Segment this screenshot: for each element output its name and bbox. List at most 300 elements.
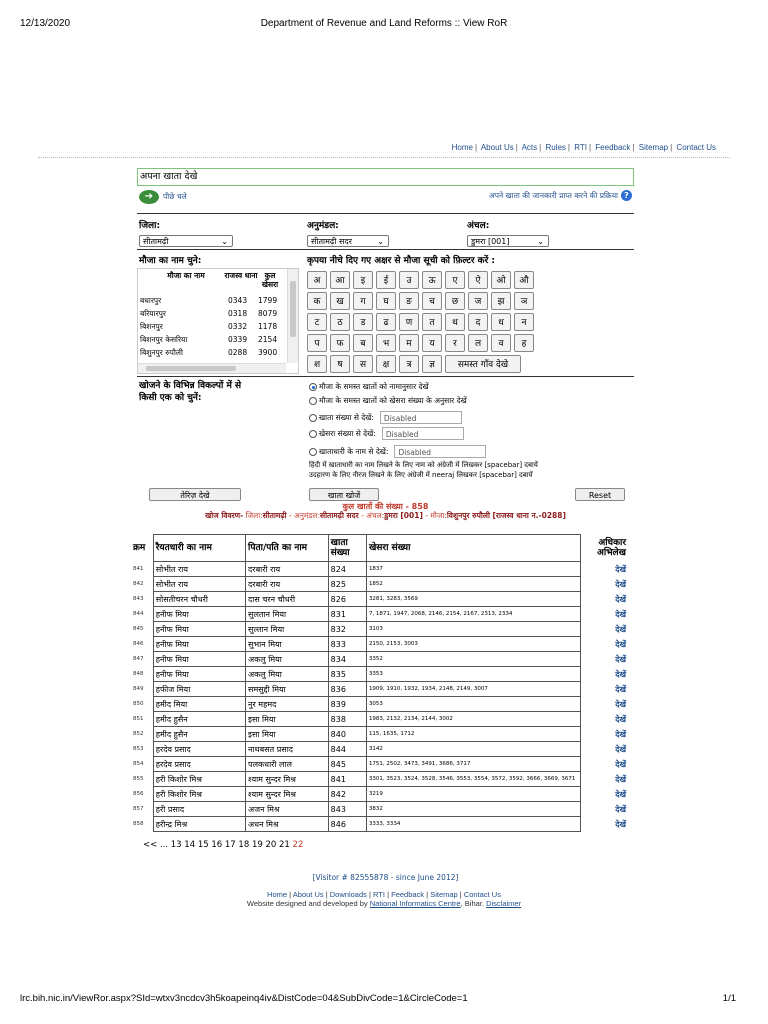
nav-contact[interactable]: Contact Us — [676, 143, 716, 152]
letter-button[interactable]: र — [445, 334, 465, 352]
cell-khesra: 3103 — [366, 622, 580, 637]
letter-button[interactable]: य — [422, 334, 442, 352]
back-arrow-icon: ➔ — [139, 190, 159, 204]
view-record-link[interactable]: देखें — [615, 819, 626, 829]
cell-khata: 838 — [328, 712, 366, 727]
print-url: lrc.bih.nic.in/ViewRor.aspx?SId=wtxv3ncdcv3h5koapeinq4iv&DistCode=04&SubDivCode=1&CircleCode=1 — [20, 993, 468, 1004]
cell-father: श्याम सुन्दर मिश्र — [246, 787, 329, 802]
option-by-khesra-order[interactable] — [309, 396, 467, 406]
help-link[interactable] — [489, 190, 632, 201]
hindi-note-1: हिंदी में खाताधारी का नाम लिखने के लिए नाम को अंग्रेजी में लिखकर [spacebar] दबायें — [309, 461, 538, 469]
cell-khesra: 3333, 3334 — [366, 817, 580, 832]
view-record-link[interactable]: देखें — [615, 804, 626, 814]
mauza-key: - मौजा: — [425, 511, 447, 520]
results-table — [131, 534, 628, 832]
cell-khesra: 1751, 2502, 3473, 3491, 3686, 3717 — [366, 757, 580, 772]
cell-khata: 846 — [328, 817, 366, 832]
cell-sno: 847 — [133, 656, 144, 662]
khesra-input[interactable]: Disabled — [382, 427, 464, 440]
letter-button[interactable]: ङ — [399, 292, 419, 310]
village-name: बिशनपुर — [140, 322, 163, 331]
letter-button[interactable]: ण — [399, 313, 419, 331]
owner-name-input[interactable]: Disabled — [394, 445, 486, 458]
view-record-link[interactable]: देखें — [615, 714, 626, 724]
cell-khesra: 2150, 2153, 3003 — [366, 637, 580, 652]
subdivision-label: अनुमंडल: — [307, 221, 339, 231]
letter-button[interactable]: व — [491, 334, 511, 352]
letter-button[interactable]: ध — [491, 313, 511, 331]
letter-button[interactable]: उ — [399, 271, 419, 289]
view-record-link[interactable]: देखें — [615, 624, 626, 634]
page-link[interactable]: 20 — [265, 840, 277, 850]
page-prev[interactable]: << ... — [143, 840, 169, 850]
footer-contact[interactable]: Contact Us — [463, 890, 501, 899]
cell-khata: 831 — [328, 607, 366, 622]
village-thana: 0332 — [228, 322, 248, 331]
cell-father: अकलु मिया — [246, 652, 329, 667]
cell-sno: 843 — [133, 596, 144, 602]
cell-father: दरबारी राय — [246, 577, 329, 592]
cell-sno: 851 — [133, 716, 144, 722]
letter-button[interactable]: त्र — [399, 355, 419, 373]
letter-filter-label: कृपया नीचे दिए गए अक्षर से मौजा सूची को फ़िल्टर करें : — [307, 256, 496, 266]
page-current: 22 — [292, 840, 304, 850]
col-owner: रैयतधारी का नाम — [153, 535, 245, 562]
table-row — [131, 712, 628, 727]
village-item[interactable] — [140, 309, 288, 322]
cell-khesra: 1983, 2132, 2134, 2144, 3002 — [366, 712, 580, 727]
cell-sno: 850 — [133, 701, 144, 707]
view-record-link[interactable]: देखें — [615, 789, 626, 799]
footer-sitemap[interactable]: Sitemap — [430, 890, 458, 899]
letter-button[interactable]: ड — [353, 313, 373, 331]
cell-khesra: 3832 — [366, 802, 580, 817]
cell-sno: 841 — [133, 566, 144, 572]
view-record-link[interactable]: देखें — [615, 774, 626, 784]
option-by-owner[interactable] — [309, 445, 486, 458]
cell-khesra: 3142 — [366, 742, 580, 757]
view-record-link[interactable]: देखें — [615, 729, 626, 739]
cell-owner: हरी किशोर मिश्र — [153, 772, 245, 787]
cell-khesra: 3281, 3283, 3569 — [366, 592, 580, 607]
letter-button[interactable]: श — [307, 355, 327, 373]
table-row — [131, 772, 628, 787]
letter-button[interactable]: थ — [445, 313, 465, 331]
search-button[interactable]: खाता खोजें — [309, 488, 379, 501]
cell-khata: 832 — [328, 622, 366, 637]
cell-khata: 841 — [328, 772, 366, 787]
table-row — [131, 682, 628, 697]
cell-sno: 842 — [133, 581, 144, 587]
view-record-link[interactable]: देखें — [615, 579, 626, 589]
view-record-link[interactable]: देखें — [615, 609, 626, 619]
village-khesra: 1178 — [258, 322, 278, 331]
view-record-link[interactable]: देखें — [615, 759, 626, 769]
cell-father: नुर महमद — [246, 697, 329, 712]
designed-by: Website designed and developed by — [246, 899, 368, 908]
letter-button[interactable]: ग — [353, 292, 373, 310]
table-row — [131, 667, 628, 682]
cell-khesra: 1837 — [366, 562, 580, 577]
radio-selected[interactable] — [309, 383, 317, 391]
village-khesra: 3900 — [258, 348, 278, 357]
letter-button[interactable]: घ — [376, 292, 396, 310]
mauza-val: विशुनपुर रुपौली [राजस्व धाना न.-0288] — [446, 511, 566, 520]
letter-button[interactable]: ऐ — [468, 271, 488, 289]
search-options-label — [139, 380, 241, 404]
letter-button[interactable]: छ — [445, 292, 465, 310]
subdivision-select[interactable] — [307, 235, 389, 247]
cell-sno: 849 — [133, 686, 144, 692]
village-col-khesra: कुल खेसरा — [261, 271, 279, 289]
cell-khesra: 3353 — [366, 667, 580, 682]
view-record-link[interactable]: देखें — [615, 744, 626, 754]
letter-button[interactable]: स — [353, 355, 373, 373]
cell-sno: 855 — [133, 776, 144, 782]
register-button[interactable]: तेरिज़ देखे — [149, 488, 241, 501]
table-row — [131, 757, 628, 772]
chevron-down-icon: ⌄ — [377, 237, 384, 246]
cell-khesra: 3352 — [366, 652, 580, 667]
cell-father: अकलु मिया — [246, 667, 329, 682]
page-link[interactable]: 21 — [279, 840, 290, 850]
village-item[interactable] — [140, 322, 288, 335]
cell-father: इसा मिया — [246, 727, 329, 742]
letter-button[interactable]: क्ष — [376, 355, 396, 373]
letter-button[interactable]: न — [514, 313, 534, 331]
cell-khesra: 3301, 3523, 3524, 3528, 3546, 3553, 3554, 3572, 3592, 3666, 3669, 3671 — [366, 772, 580, 787]
letter-button[interactable]: झ — [491, 292, 511, 310]
col-record: अधिकार अभिलेख — [597, 538, 626, 558]
village-name: बिशनपुर केसरिया — [140, 335, 188, 344]
cell-sno: 856 — [133, 791, 144, 797]
nav-about[interactable]: About Us — [480, 143, 514, 152]
letter-button[interactable]: ह — [514, 334, 534, 352]
village-khesra: 8079 — [258, 309, 278, 318]
table-row — [131, 802, 628, 817]
table-row — [131, 742, 628, 757]
view-record-link[interactable]: देखें — [615, 564, 626, 574]
village-name: बिशुनपुर रुपौली — [140, 348, 183, 357]
cell-khata: 839 — [328, 697, 366, 712]
cell-father: अधन मिश्र — [246, 817, 329, 832]
table-row — [131, 637, 628, 652]
cell-khata: 840 — [328, 727, 366, 742]
subdivision-value: सीतामढ़ी सदर — [311, 237, 352, 246]
village-name: बरियारपुर — [140, 309, 166, 318]
letter-button[interactable]: अ — [307, 271, 327, 289]
search-options-line2: किसी एक को चुनें: — [139, 393, 202, 403]
page-link[interactable]: 18 — [238, 840, 250, 850]
table-row — [131, 622, 628, 637]
page-link[interactable]: 14 — [184, 840, 196, 850]
subdiv-key: - अनुमंडल: — [288, 511, 321, 520]
cell-owner: सोभीत राय — [153, 577, 245, 592]
panel-title: अपना खाता देखे — [137, 168, 634, 186]
village-label: मौजा का नाम चुने: — [139, 256, 202, 266]
nav-rules[interactable]: Rules — [545, 143, 566, 152]
footer-feedback[interactable]: Feedback — [391, 890, 425, 899]
view-record-link[interactable]: देखें — [615, 699, 626, 709]
village-thana: 0339 — [228, 335, 248, 344]
table-row — [131, 652, 628, 667]
cell-owner: हमीद हुसैन — [153, 712, 245, 727]
nav-rti[interactable]: RTI — [574, 143, 587, 152]
footer-downloads[interactable]: Downloads — [329, 890, 367, 899]
scroll-thumb[interactable] — [290, 281, 296, 337]
cell-father: दास चरन चौधरी — [246, 592, 329, 607]
option-label: खाताधारी के नाम से देखें: — [319, 446, 389, 456]
letter-button[interactable]: ई — [376, 271, 396, 289]
letter-button[interactable]: औ — [514, 271, 534, 289]
cell-khata: 824 — [328, 562, 366, 577]
cell-owner: हमीद मिया — [153, 697, 245, 712]
cell-khata: 844 — [328, 742, 366, 757]
col-khesra: खेसरा संख्या — [366, 535, 580, 562]
village-thana: 0318 — [228, 309, 248, 318]
nav-feedback[interactable]: Feedback — [595, 143, 631, 152]
letter-button[interactable]: ञ — [514, 292, 534, 310]
village-col-thana: राजस्व धाना — [224, 271, 258, 280]
village-col-name: मौजा का नाम — [167, 271, 205, 280]
cell-owner: हरी किशोर मिश्र — [153, 787, 245, 802]
circle-val: डुमरा [001] — [384, 511, 423, 520]
option-by-khata[interactable] — [309, 411, 462, 424]
letter-button[interactable]: इ — [353, 271, 373, 289]
nav-sitemap[interactable]: Sitemap — [638, 143, 669, 152]
circle-label: अंचल: — [467, 221, 490, 231]
divider — [137, 213, 634, 214]
cell-khata: 834 — [328, 652, 366, 667]
print-page-number: 1/1 — [722, 993, 736, 1004]
cell-owner: हरीन्द्र मिश्र — [153, 817, 245, 832]
cell-khata: 845 — [328, 757, 366, 772]
view-record-link[interactable]: देखें — [615, 639, 626, 649]
letter-button[interactable]: ल — [468, 334, 488, 352]
letter-button[interactable]: च — [422, 292, 442, 310]
cell-owner: हमीद हुसैन — [153, 727, 245, 742]
cell-owner: सोभीत राय — [153, 562, 245, 577]
page-link[interactable]: 17 — [224, 840, 236, 850]
cell-sno: 845 — [133, 626, 144, 632]
top-nav: Home | About Us | Acts | Rules | RTI | Feedback | Sitemap | Contact Us — [451, 143, 716, 152]
cell-khesra: 115, 1635, 1712 — [366, 727, 580, 742]
search-summary — [137, 511, 634, 521]
chevron-down-icon: ⌄ — [221, 237, 228, 246]
letter-button[interactable]: आ — [330, 271, 350, 289]
letter-button[interactable]: ठ — [330, 313, 350, 331]
radio[interactable] — [309, 414, 317, 422]
cell-father: सुभान मिया — [246, 637, 329, 652]
circle-value: डुमरा [001] — [471, 237, 510, 246]
circle-select[interactable] — [467, 235, 549, 247]
village-khesra: 1799 — [258, 296, 278, 305]
help-icon: ? — [621, 190, 632, 201]
page-link[interactable]: 13 — [170, 840, 182, 850]
view-record-link[interactable]: देखें — [615, 594, 626, 604]
table-row — [131, 727, 628, 742]
letter-button[interactable]: त — [422, 313, 442, 331]
footer-rti[interactable]: RTI — [373, 890, 385, 899]
cell-khesra: 3219 — [366, 787, 580, 802]
cell-father: नाथबसत प्रसाद — [246, 742, 329, 757]
letter-button[interactable]: ष — [330, 355, 350, 373]
option-by-name[interactable] — [309, 382, 429, 392]
letter-button[interactable]: ढ — [376, 313, 396, 331]
hindi-note-2: उदहारण के लिए नीरज लिखने के लिए अंग्रेजी में neeraj लिखकर [spacebar] दबायें — [309, 471, 533, 479]
option-label: मौजा के समस्त खातों को खेसरा संख्या के अनुसार देखें — [319, 396, 467, 405]
village-khesra: 2154 — [258, 335, 278, 344]
cell-owner: हनीफ मिया — [153, 607, 245, 622]
khata-input[interactable]: Disabled — [380, 411, 462, 424]
table-row — [131, 592, 628, 607]
radio[interactable] — [309, 397, 317, 405]
cell-owner: हरदेव प्रसाद — [153, 742, 245, 757]
cell-owner: हनीफ मिया — [153, 667, 245, 682]
option-by-khesra[interactable] — [309, 427, 464, 440]
cell-sno: 846 — [133, 641, 144, 647]
cell-khata: 825 — [328, 577, 366, 592]
cell-father: सुलतान मिया — [246, 607, 329, 622]
subdiv-val: सीतामढ़ी सदर — [320, 511, 359, 520]
table-row — [131, 787, 628, 802]
footer-location: , Bihar. — [460, 899, 484, 908]
village-thana: 0343 — [228, 296, 248, 305]
cell-sno: 858 — [133, 821, 144, 827]
cell-father: दरबारी राय — [246, 562, 329, 577]
page-link[interactable]: 15 — [197, 840, 209, 850]
letter-button[interactable]: फ — [330, 334, 350, 352]
table-row — [131, 562, 628, 577]
help-label: अपने खाता की जानकारी प्राप्त करने की प्रक्रिया — [489, 190, 618, 200]
table-row — [131, 607, 628, 622]
letter-button[interactable]: क — [307, 292, 327, 310]
letter-button[interactable]: द — [468, 313, 488, 331]
back-link[interactable] — [139, 190, 187, 204]
cell-owner: हनीफ मिया — [153, 637, 245, 652]
circle-key: - अंचल: — [361, 511, 385, 520]
cell-khesra: 1852 — [366, 577, 580, 592]
village-item[interactable] — [140, 335, 288, 348]
page-link[interactable]: 16 — [211, 840, 223, 850]
letter-button[interactable]: ऊ — [422, 271, 442, 289]
pagination — [143, 840, 303, 850]
letter-button[interactable]: ए — [445, 271, 465, 289]
letter-button[interactable]: ओ — [491, 271, 511, 289]
page-link[interactable]: 19 — [251, 840, 263, 850]
village-thana: 0288 — [228, 348, 248, 357]
district-select[interactable] — [139, 235, 233, 247]
cell-owner: सोसतीचरन चौधरी — [153, 592, 245, 607]
back-label: पीछे चले — [163, 192, 187, 201]
all-villages-button[interactable]: समस्त गाँव देखे — [445, 355, 521, 373]
cell-father: अजन मिश्र — [246, 802, 329, 817]
cell-khata: 842 — [328, 787, 366, 802]
cell-khesra: 1909, 1910, 1932, 1934, 2148, 2149, 3007 — [366, 682, 580, 697]
cell-owner: हरदेव प्रसाद — [153, 757, 245, 772]
cell-sno: 844 — [133, 611, 144, 617]
letter-button[interactable]: प — [307, 334, 327, 352]
letter-button[interactable]: ज्ञ — [422, 355, 442, 373]
letter-button[interactable]: ज — [468, 292, 488, 310]
scroll-thumb[interactable] — [146, 366, 236, 371]
cell-father: सुल्तान मिया — [246, 622, 329, 637]
cell-father: इसा मिया — [246, 712, 329, 727]
village-list[interactable] — [137, 268, 299, 374]
district-val: सीतामढ़ी — [262, 511, 287, 520]
col-sno: क्रम — [133, 543, 146, 553]
option-label: खाता संख्या से देखें: — [319, 412, 374, 422]
option-label: मौजा के समस्त खातों को नामानुसार देखें — [319, 382, 429, 391]
cell-khesra: 7, 1871, 1947, 2068, 2146, 2154, 2167, 2313, 2334 — [366, 607, 580, 622]
visitor-counter: [Visitor # 82555878 - since June 2012] — [312, 873, 459, 882]
footer-about[interactable]: About Us — [292, 890, 324, 899]
district-value: सीतामढ़ी — [143, 237, 169, 246]
radio[interactable] — [309, 448, 317, 456]
view-record-link[interactable]: देखें — [615, 684, 626, 694]
nav-acts[interactable]: Acts — [521, 143, 538, 152]
vertical-scrollbar[interactable] — [287, 269, 298, 363]
district-label: जिला: — [139, 221, 161, 231]
cell-father: श्याम सुन्दर मिश्र — [246, 772, 329, 787]
table-row — [131, 577, 628, 592]
cell-father: समसुद्दी मिया — [246, 682, 329, 697]
cell-khata: 826 — [328, 592, 366, 607]
divider — [38, 157, 730, 158]
total-count: कुल खातों की संख्या - 858 — [342, 502, 429, 511]
footer-home[interactable]: Home — [267, 890, 288, 899]
letter-button[interactable]: म — [399, 334, 419, 352]
chevron-down-icon: ⌄ — [537, 237, 544, 246]
cell-khata: 836 — [328, 682, 366, 697]
site-footer: Home | About Us | Downloads | RTI | Feedback | Sitemap | Contact Us Website designed and developed by National Informatics Centre, Bihar. Disclaimer — [246, 890, 522, 908]
cell-khata: 835 — [328, 667, 366, 682]
cell-owner: हरी प्रसाद — [153, 802, 245, 817]
nav-home[interactable]: Home — [451, 143, 473, 152]
village-name: बधारपुर — [140, 296, 162, 305]
letter-button[interactable]: भ — [376, 334, 396, 352]
view-record-link[interactable]: देखें — [615, 669, 626, 679]
print-date: 12/13/2020 — [20, 18, 71, 29]
option-label: खेसरा संख्या से देखें: — [319, 428, 376, 438]
disclaimer-link[interactable]: Disclaimer — [486, 899, 522, 908]
cell-khesra: 3053 — [366, 697, 580, 712]
view-record-link[interactable]: देखें — [615, 654, 626, 664]
nic-link[interactable]: National Informatics Centre — [369, 899, 461, 908]
reset-button[interactable]: Reset — [575, 488, 625, 501]
col-khata: खाता संख्या — [328, 535, 366, 562]
col-father: पिता/पति का नाम — [246, 535, 329, 562]
letter-button[interactable]: ख — [330, 292, 350, 310]
table-row — [131, 697, 628, 712]
horizontal-scrollbar[interactable] — [138, 363, 286, 373]
cell-owner: हनीफ मिया — [153, 652, 245, 667]
village-item[interactable] — [140, 348, 288, 361]
cell-khata: 843 — [328, 802, 366, 817]
cell-owner: हफीज मिया — [153, 682, 245, 697]
cell-sno: 848 — [133, 671, 144, 677]
cell-khata: 833 — [328, 637, 366, 652]
radio[interactable] — [309, 430, 317, 438]
letter-button[interactable]: ब — [353, 334, 373, 352]
cell-sno: 857 — [133, 806, 144, 812]
print-title: Department of Revenue and Land Reforms :: View RoR — [260, 18, 508, 29]
district-key: जिला: — [245, 511, 263, 520]
village-item[interactable] — [140, 296, 288, 309]
search-prefix: खोज विवरण- — [205, 511, 244, 520]
cell-sno: 853 — [133, 746, 144, 752]
letter-button[interactable]: ट — [307, 313, 327, 331]
